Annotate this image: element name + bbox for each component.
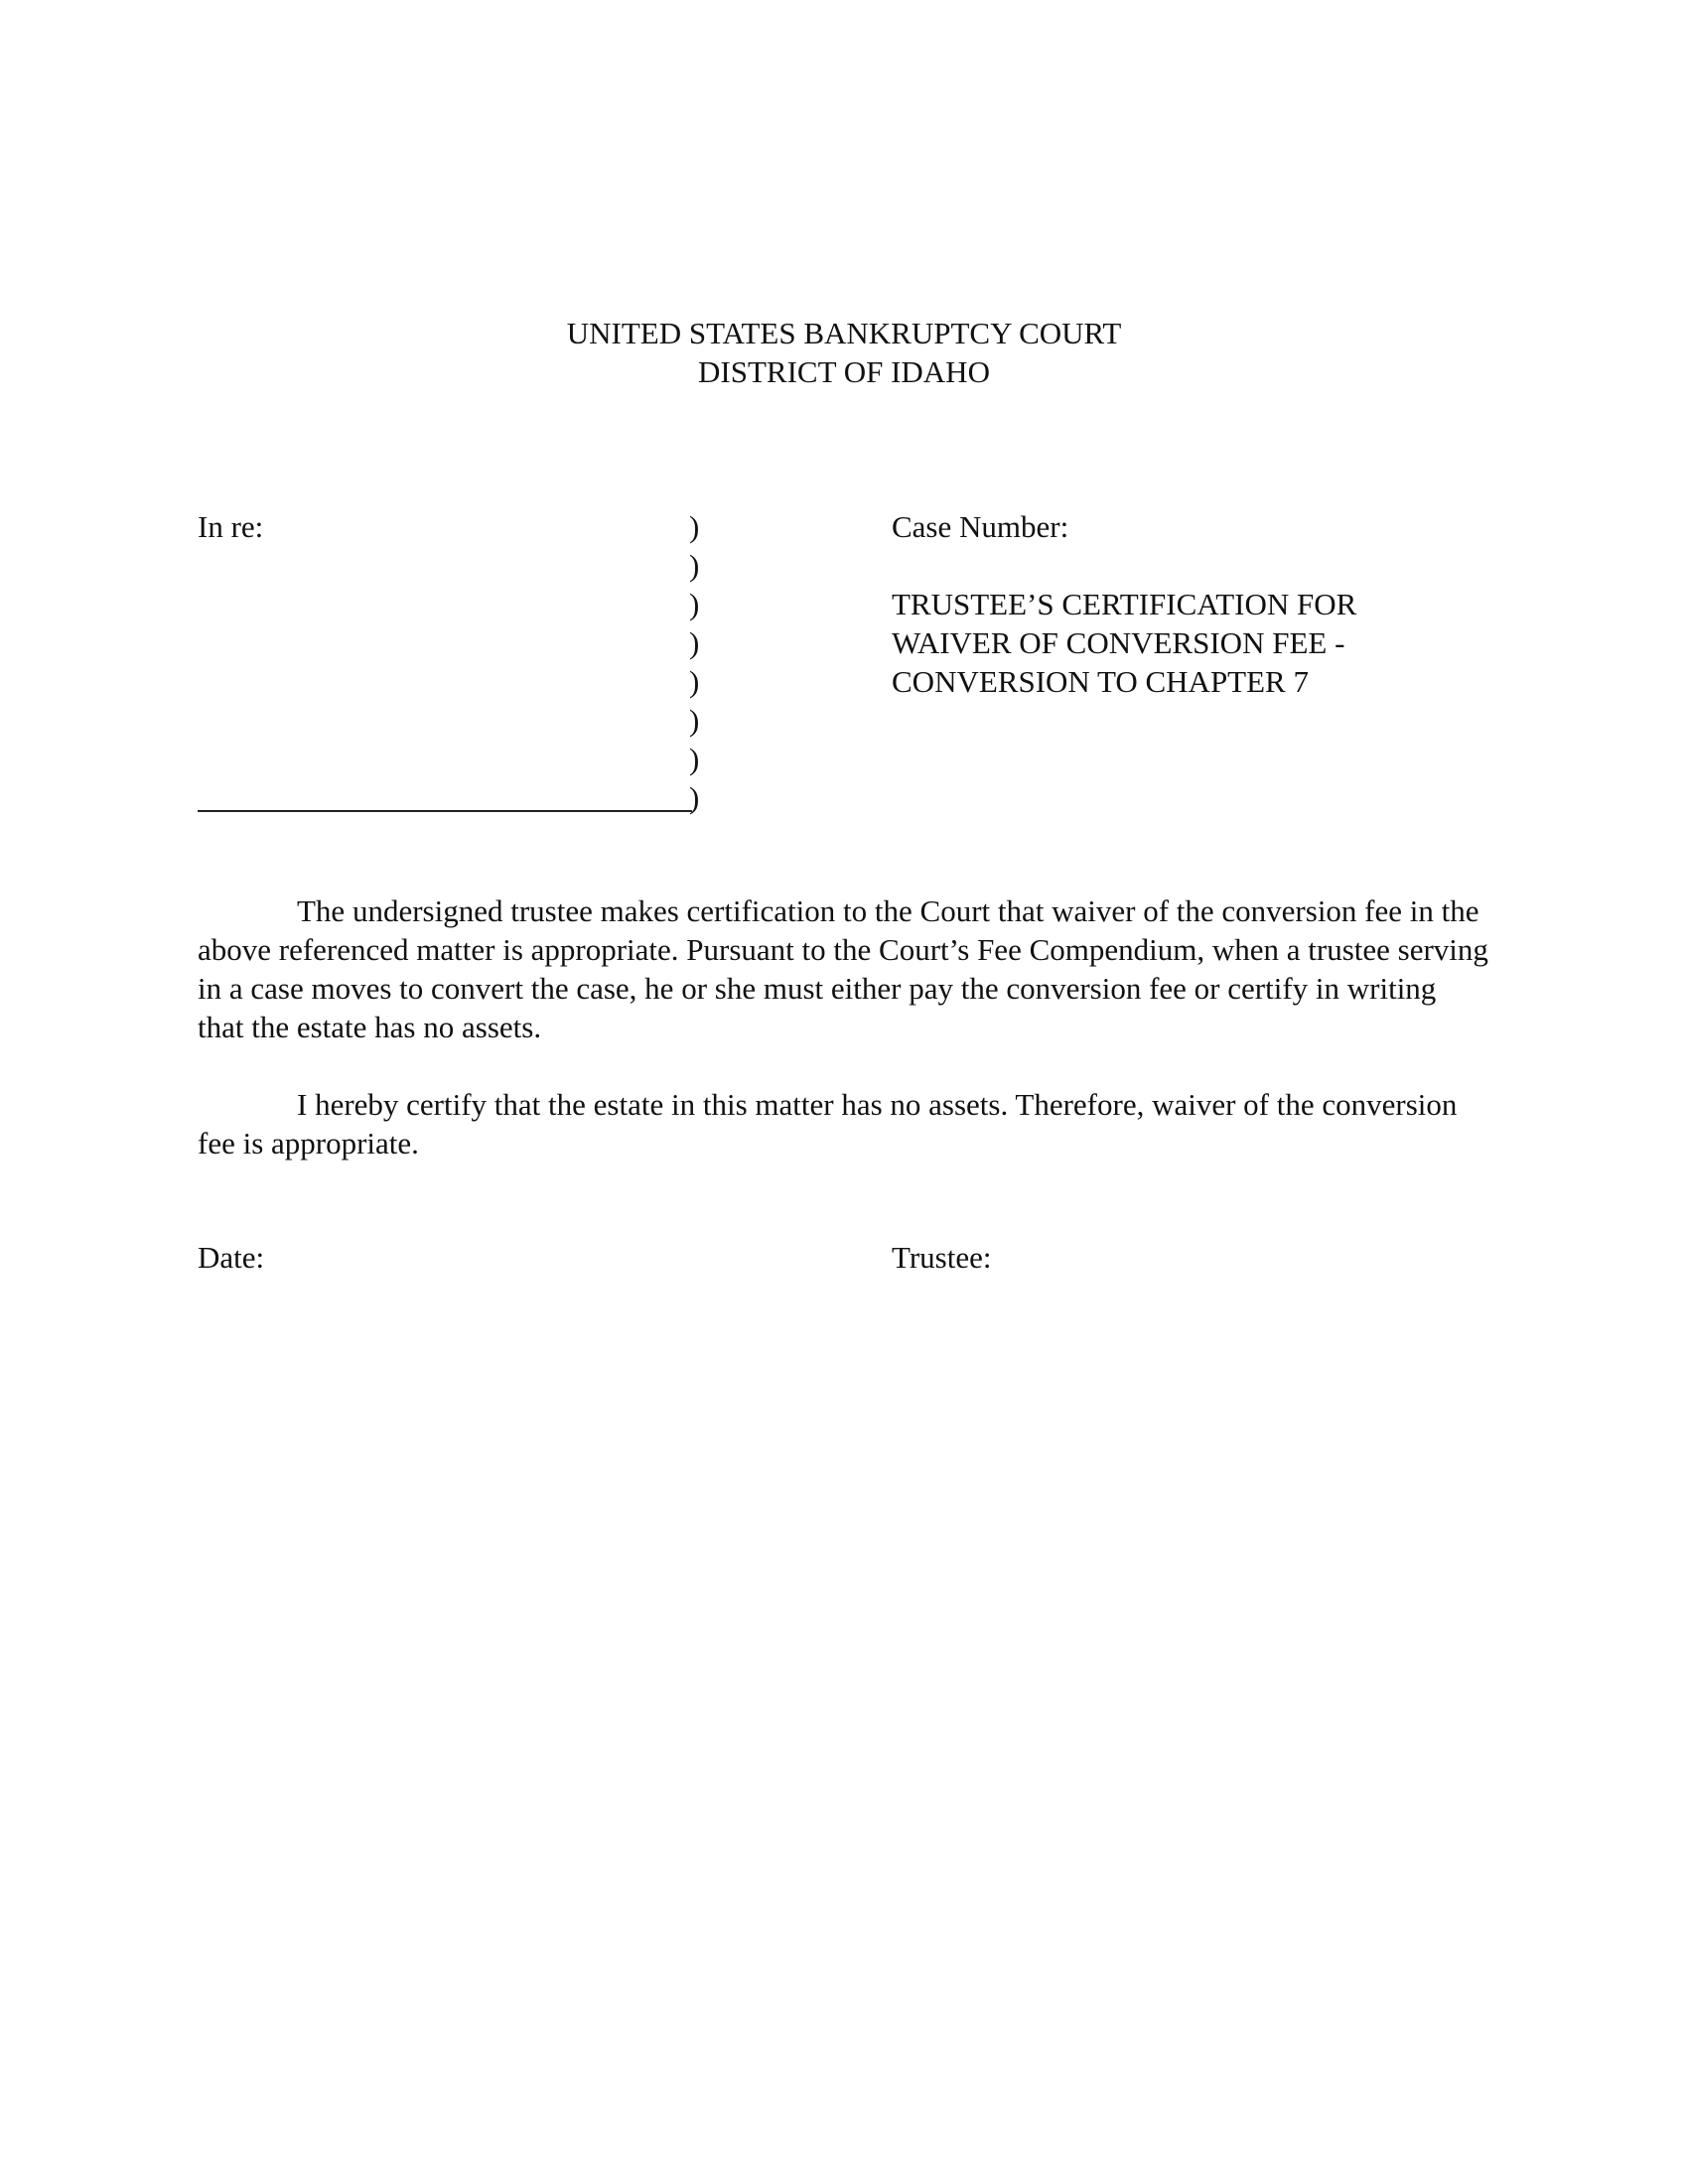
caption-paren: )	[689, 780, 700, 815]
trustee-label: Trustee:	[892, 1240, 992, 1275]
document-title-line: CONVERSION TO CHAPTER 7	[892, 664, 1309, 699]
court-header	[0, 314, 1688, 391]
caption-right-block	[892, 507, 1356, 701]
court-name: UNITED STATES BANKRUPTCY COURT	[566, 316, 1122, 350]
date-label: Date:	[198, 1240, 265, 1275]
caption-parentheses	[689, 507, 699, 817]
caption-paren: )	[689, 664, 700, 699]
caption-paren: )	[689, 587, 700, 621]
caption-paren: )	[689, 703, 700, 738]
district-name: DISTRICT OF IDAHO	[698, 354, 990, 389]
debtor-name-line	[198, 810, 692, 812]
document-title	[892, 585, 1356, 701]
caption-paren: )	[689, 625, 700, 660]
caption-paren: )	[689, 742, 700, 776]
no-assets-paragraph: I hereby certify that the estate in this matter has no assets. Therefore, waiver of the conversion fee is appropriate.	[198, 1087, 1458, 1160]
caption-paren: )	[689, 548, 700, 583]
certification-paragraph: The undersigned trustee makes certification to the Court that waiver of the conversion fee in the above referenced matter is appropriate. Pursuant to the Court’s Fee Compendium, when a trustee serving in a case moves to convert the case, he or she must either pay the conversion fee or certify in writing that the estate has no assets.	[198, 893, 1488, 1044]
document-title-line: TRUSTEE’S CERTIFICATION FOR	[892, 587, 1357, 621]
caption-paren: )	[689, 509, 700, 544]
body-text	[198, 891, 1488, 1201]
case-number-label: Case Number:	[892, 509, 1069, 544]
document-title-line: WAIVER OF CONVERSION FEE -	[892, 625, 1345, 660]
in-re-label: In re:	[198, 509, 264, 544]
